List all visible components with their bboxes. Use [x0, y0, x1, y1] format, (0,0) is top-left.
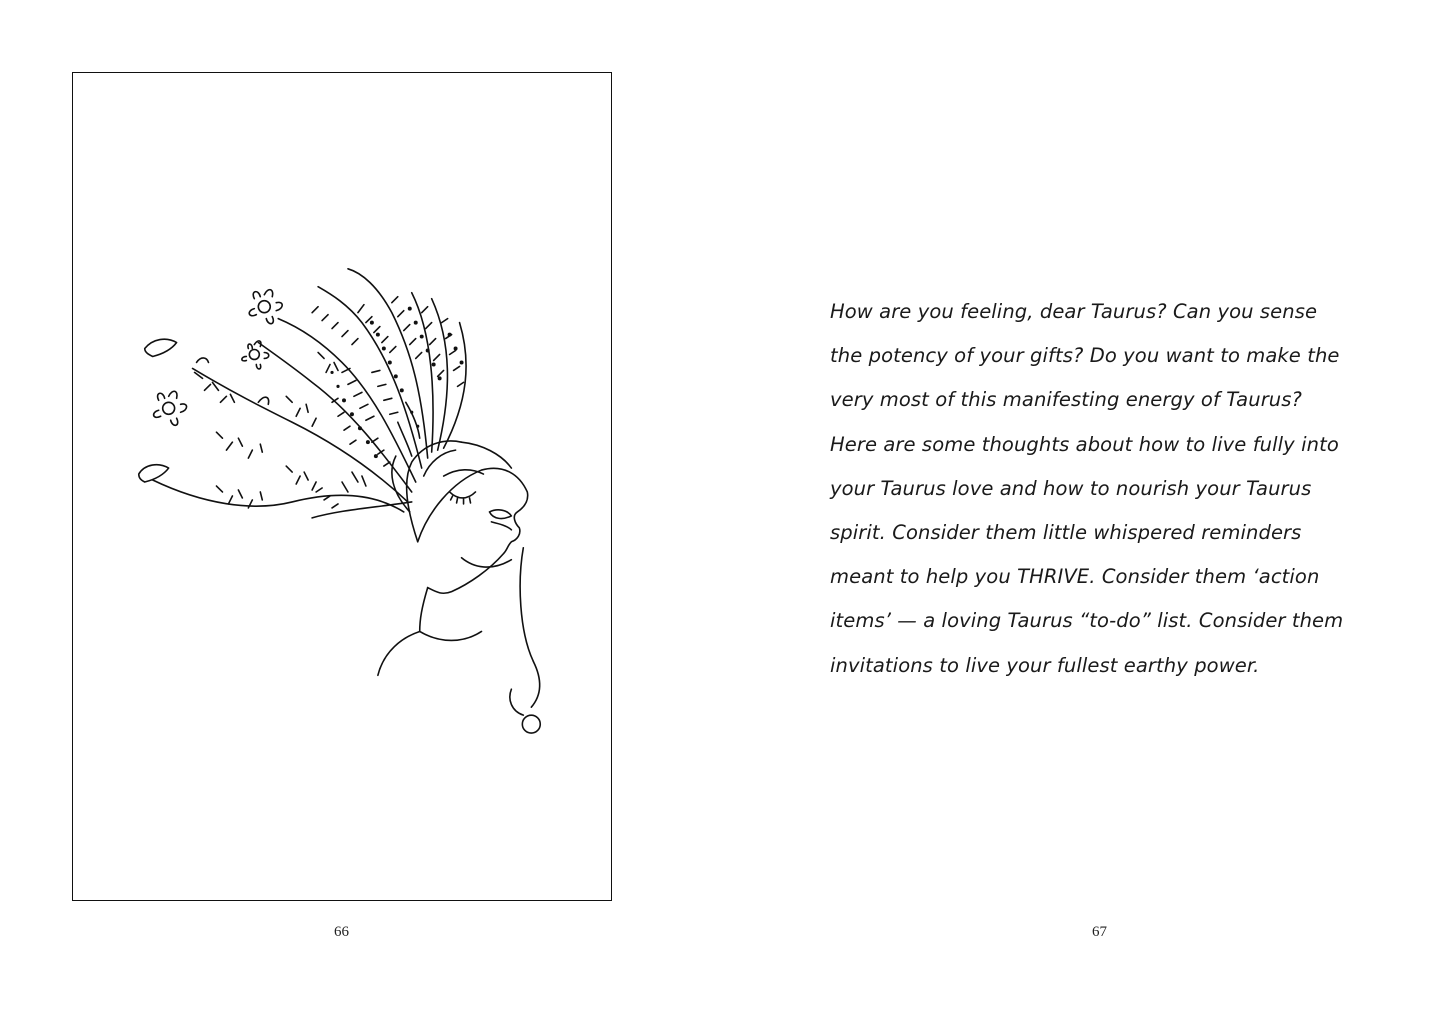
right-page	[722, 0, 1445, 1012]
body-line: your Taurus love and how to nourish your Taurus	[830, 476, 1312, 500]
body-paragraph	[830, 290, 1390, 688]
page-number-right: 67	[1092, 924, 1107, 940]
body-line: spirit. Consider them little whispered reminders	[830, 521, 1302, 545]
body-line: meant to help you THRIVE. Consider them ‘action	[830, 565, 1320, 589]
body-line: the potency of your gifts? Do you want to make the	[830, 344, 1340, 368]
body-line: Here are some thoughts about how to live fully into	[830, 432, 1339, 456]
page-number-left: 66	[334, 924, 349, 940]
body-line: very most of this manifesting energy of Taurus?	[830, 388, 1302, 412]
illustration-frame	[72, 72, 612, 901]
body-line: How are you feeling, dear Taurus? Can you sense	[830, 300, 1318, 323]
body-line: invitations to live your fullest earthy power.	[830, 653, 1260, 677]
woman-with-flowers-illustration	[73, 73, 611, 900]
body-line: items’ — a loving Taurus “to-do” list. Consider them	[830, 609, 1344, 633]
left-page	[0, 0, 722, 1012]
